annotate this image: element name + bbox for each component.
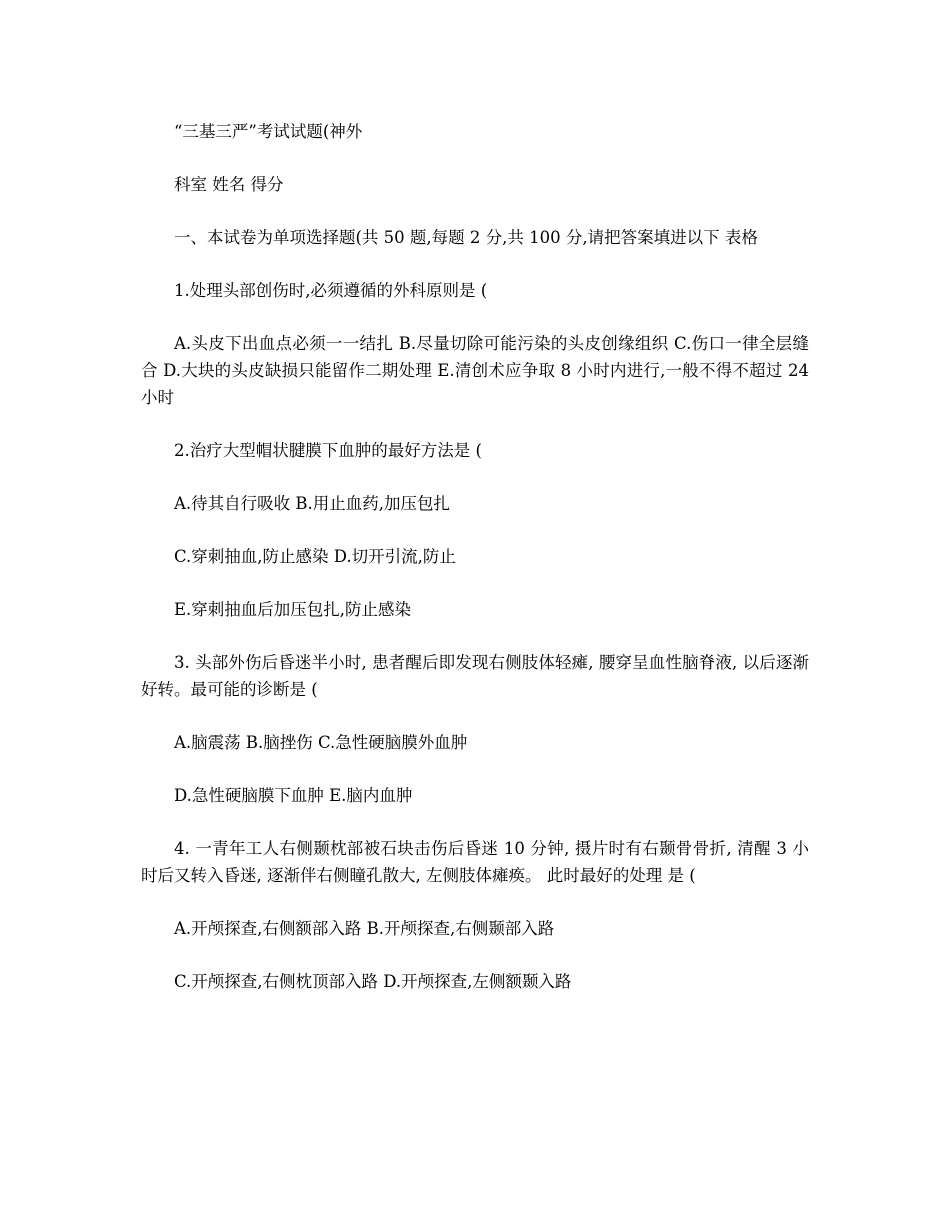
question-2: 2.治疗大型帽状腱膜下血肿的最好方法是 ( [174,441,482,460]
question-1-options: A.头皮下出血点必须一一结扎 B.尽量切除可能污染的头皮创缘组织 C.伤口一律全层缝合 D.大块的头皮缺损只能留作二期处理 E.清创术应争取 8 小时内进行,一般不得不超过 24 小时 [141,334,809,407]
section-instructions: 一、本试卷为单项选择题(共 50 题,每题 2 分,共 100 分,请把答案填进以下 表格 [174,228,758,247]
exam-header-fields: 科室 姓名 得分 [174,175,284,194]
question-3-options-abc: A.脑震荡 B.脑挫伤 C.急性硬脑膜外血肿 [174,733,468,752]
question-2-options-cd: C.穿刺抽血,防止感染 D.切开引流,防止 [174,547,456,566]
question-1: 1.处理头部创伤时,必须遵循的外科原则是 ( [174,281,488,300]
question-4-options-ab: A.开颅探查,右侧额部入路 B.开颅探查,右侧颞部入路 [174,919,555,938]
question-2-options-ab: A.待其自行吸收 B.用止血药,加压包扎 [174,494,451,513]
question-3-options-de: D.急性硬脑膜下血肿 E.脑内血肿 [174,786,413,805]
question-2-option-e: E.穿刺抽血后加压包扎,防止感染 [174,600,412,619]
exam-title: “三基三严”考试试题(神外 [174,122,363,141]
question-4-options-cd: C.开颅探查,右侧枕顶部入路 D.开颅探查,左侧额颞入路 [174,972,572,991]
question-3: 3. 头部外伤后昏迷半小时, 患者醒后即发现右侧肢体轻瘫, 腰穿呈血性脑脊液, 以后逐渐好转。最可能的诊断是 ( [141,653,809,699]
document-body [141,118,809,1021]
question-4: 4. 一青年工人右侧颞枕部被石块击伤后昏迷 10 分钟, 摄片时有右颞骨骨折, 清醒 3 小时后又转入昏迷, 逐渐伴右侧瞳孔散大, 左侧肢体瘫痪。 此时最好的处理 是 ( [141,839,809,885]
